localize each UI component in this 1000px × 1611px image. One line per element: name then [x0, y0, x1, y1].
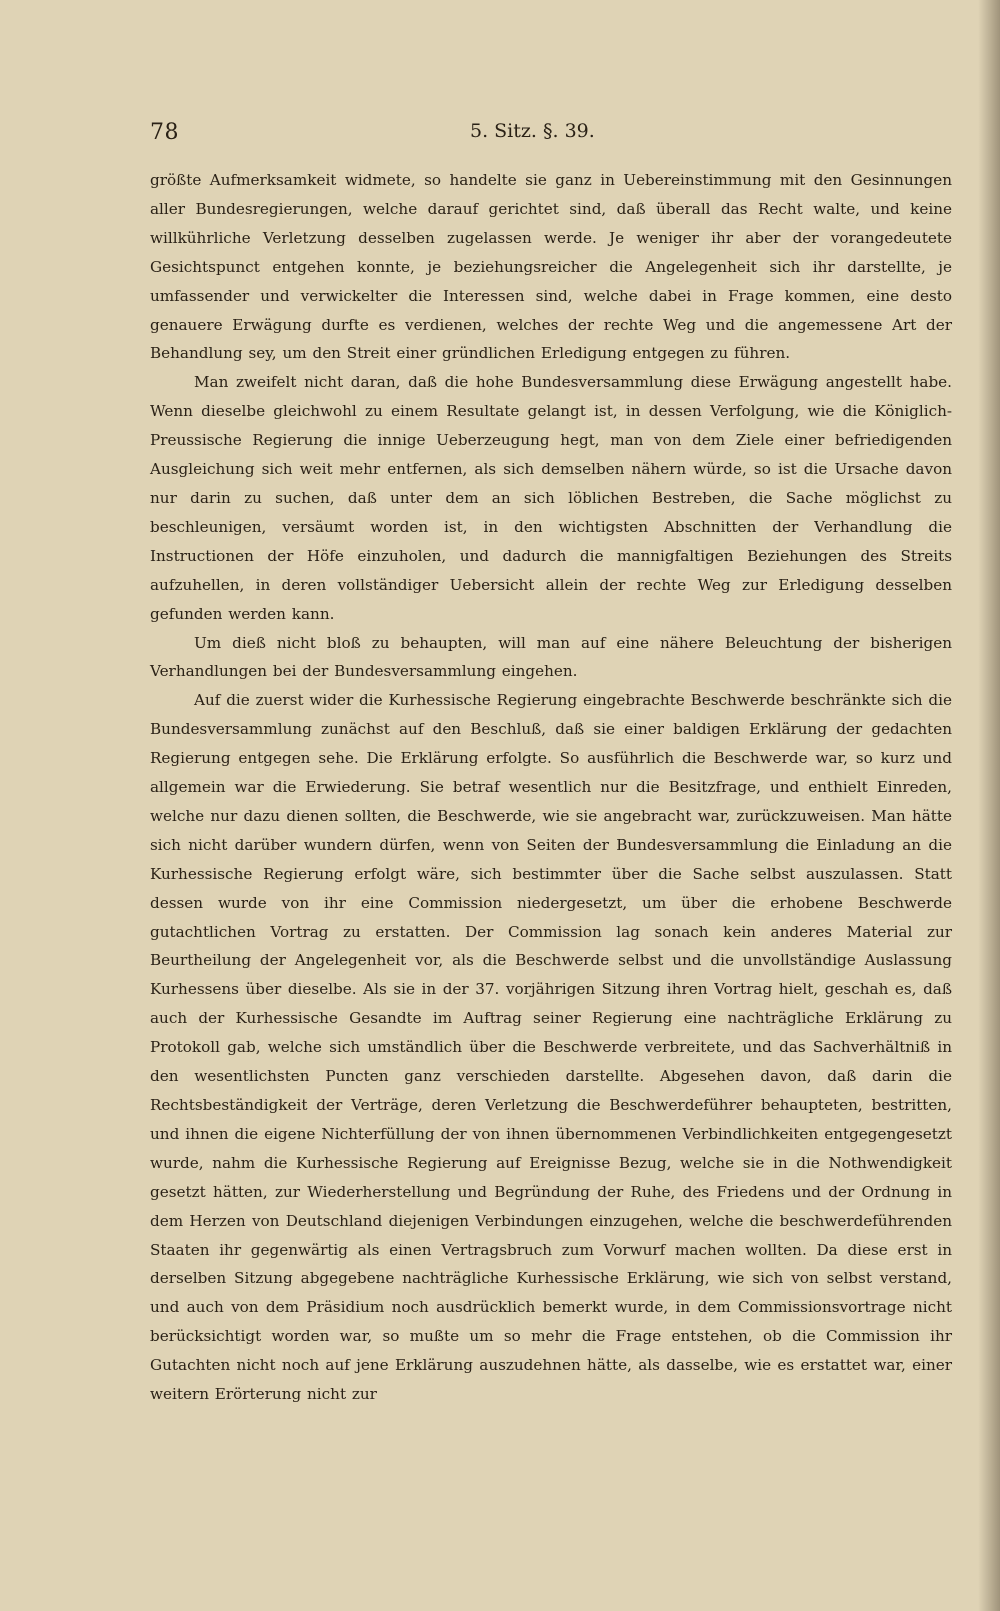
body-text: [150, 166, 952, 1409]
paragraph-4: Auf die zuerst wider die Kurhessische Regierung eingebrachte Beschwerde beschränkte sich die Bundesversammlung zunächst auf den Beschluß, daß sie einer baldigen Erklärung der gedachten Regierung entgegen sehe. Die Erklärung erfolgte. So ausführlich die Beschwerde war, so kurz und allgemein war die Erwiederung. Sie betraf wesentlich nur die Besitzfrage, und enthielt Einreden, welche nur dazu dienen sollten, die Beschwerde, wie sie angebracht war, zurückzuweisen. Man hätte sich nicht darüber wundern dürfen, wenn von Seiten der Bundesversammlung die Einladung an die Kurhessische Regierung erfolgt wäre, sich bestimmter über die Sache selbst auszulassen. Statt dessen wurde von ihr eine Commission niedergesetzt, um über die erhobene Beschwerde gutachtlichen Vortrag zu erstatten. Der Commission lag sonach kein anderes Material zur Beurtheilung der Angelegenheit vor, als die Beschwerde selbst und die unvollständige Auslassung Kurhessens über dieselbe. Als sie in der 37. vorjährigen Sitzung ihren Vortrag hielt, geschah es, daß auch der Kurhessische Gesandte im Auftrag seiner Regierung eine nachträgliche Erklärung zu Protokoll gab, welche sich umständlich über die Beschwerde verbreitete, und das Sachverhältniß in den wesentlichsten Puncten ganz verschieden darstellte. Abgesehen davon, daß darin die Rechtsbeständigkeit der Verträge, deren Verletzung die Beschwerdeführer behaupteten, bestritten, und ihnen die eigene Nichterfüllung der von ihnen übernommenen Verbindlichkeiten entgegengesetzt wurde, nahm die Kurhessische Regierung auf Ereignisse Bezug, welche sie in die Nothwendigkeit gesetzt hätten, zur Wiederherstellung und Begründung der Ruhe, des Friedens und der Ordnung in dem Herzen von Deutschland diejenigen Verbindungen einzugehen, welche die beschwerdeführenden Staaten ihr gegenwärtig als einen Vertragsbruch zum Vorwurf machen wollten. Da diese erst in derselben Sitzung abgegebene nachträgliche Kurhessische Erklärung, wie sich von selbst verstand, und auch von dem Präsidium noch ausdrücklich bemerkt wurde, in dem Commissionsvortrage nicht berücksichtigt worden war, so mußte um so mehr die Frage entstehen, ob die Commission ihr Gutachten nicht noch auf jene Erklärung auszudehnen hätte, als dasselbe, wie es erstattet war, einer weitern Erörterung nicht zur: [150, 691, 952, 1404]
paragraph-1: größte Aufmerksamkeit widmete, so handelte sie ganz in Uebereinstimmung mit den Gesinnungen aller Bundesregierungen, welche darauf gerichtet sind, daß überall das Recht walte, und keine willkührliche Verletzung desselben zugelassen werde. Je weniger ihr aber der vorangedeutete Gesichtspunct entgehen konnte, je beziehungsreicher die Angelegenheit sich ihr darstellte, je umfassender und verwickelter die Interessen sind, welche dabei in Frage kommen, eine desto genauere Erwägung durfte es verdienen, welches der rechte Weg und die angemessene Art der Behandlung sey, um den Streit einer gründlichen Erledigung entgegen zu führen.: [150, 171, 952, 363]
page-number: 78: [150, 120, 179, 145]
paragraph-3: Um dieß nicht bloß zu behaupten, will man auf eine nähere Beleuchtung der bisherigen Verhandlungen bei der Bundesversammlung eingehen.: [150, 633, 952, 681]
running-head: [150, 120, 952, 160]
page-edge-shadow: [978, 0, 1000, 1611]
paragraph-2: Man zweifelt nicht daran, daß die hohe Bundesversammlung diese Erwägung angestellt habe. Wenn dieselbe gleichwohl zu einem Resultate gelangt ist, in dessen Verfolgung, wie die Königlich-Preussische Regierung die innige Ueberzeugung hegt, man von dem Ziele einer befriedigenden Ausgleichung sich weit mehr entfernen, als sich demselben nähern würde, so ist die Ursache davon nur darin zu suchen, daß unter dem an sich löblichen Bestreben, die Sache möglichst zu beschleunigen, versäumt worden ist, in den wichtigsten Abschnitten der Verhandlung die Instructionen der Höfe einzuholen, und dadurch die mannigfaltigen Beziehungen des Streits aufzuhellen, in deren vollständiger Uebersicht allein der rechte Weg zur Erledigung desselben gefunden werden kann.: [150, 373, 952, 623]
section-label: 5. Sitz. §. 39.: [470, 120, 595, 142]
